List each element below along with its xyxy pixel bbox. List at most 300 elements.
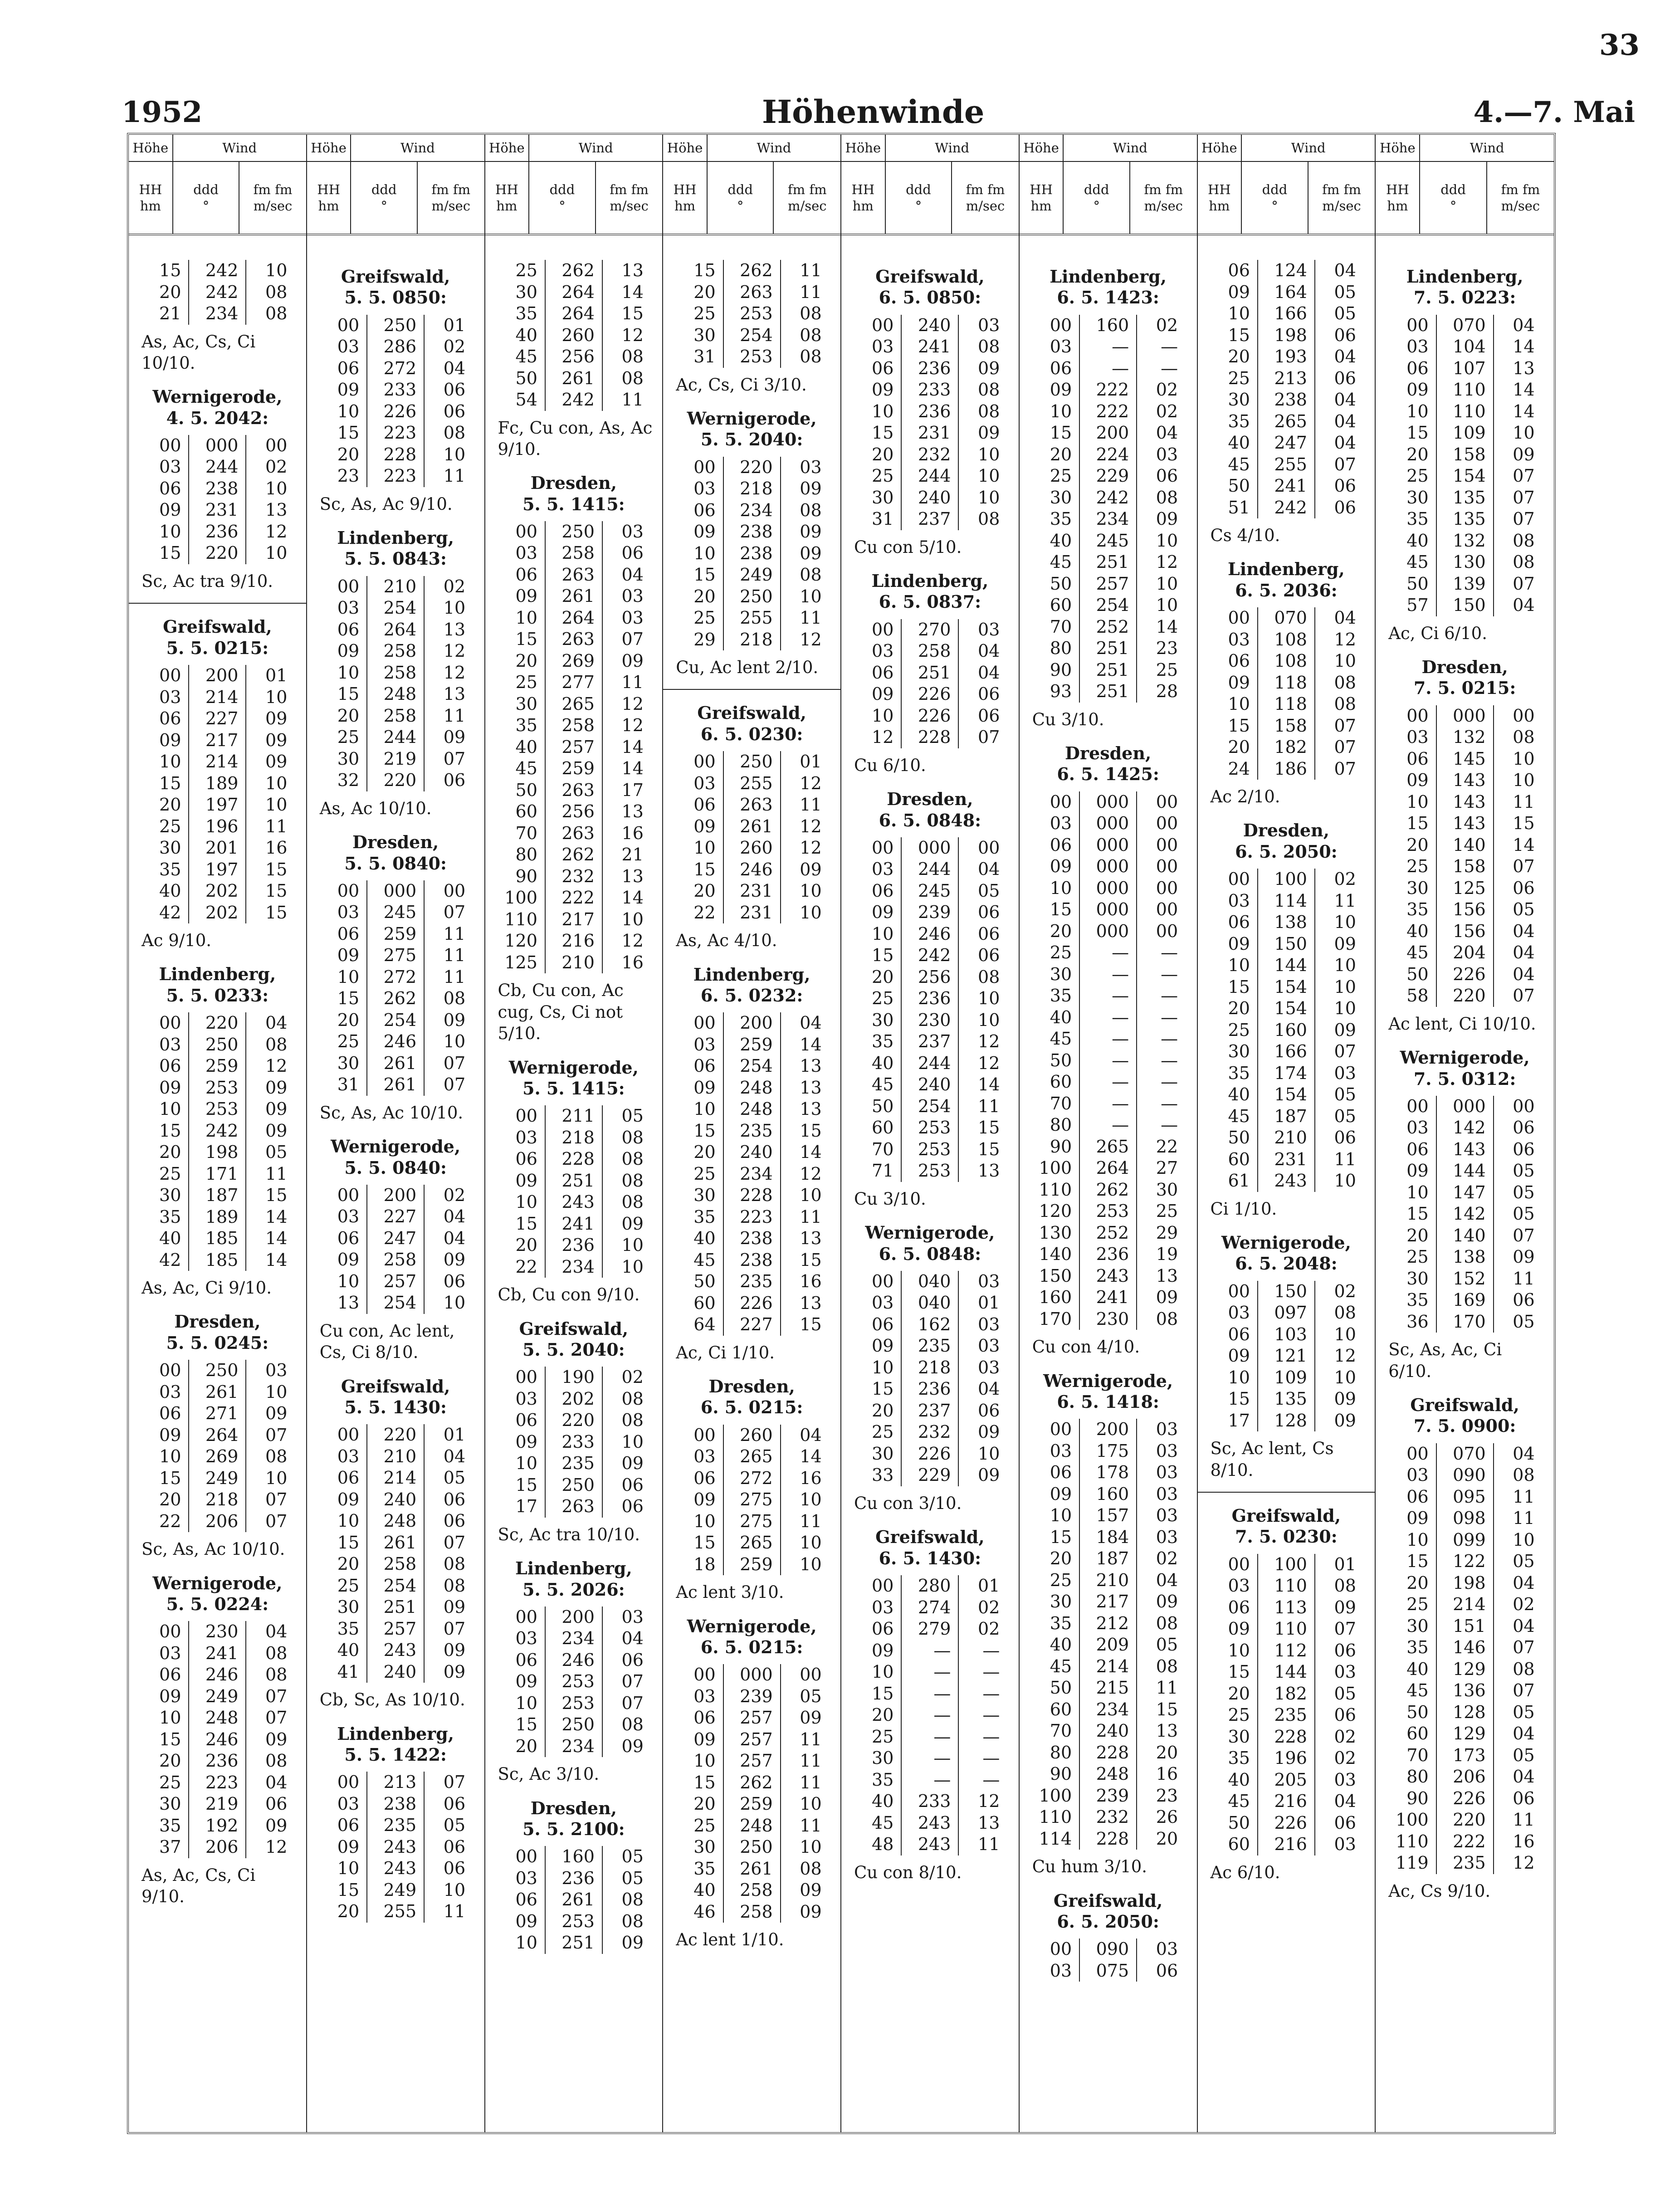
station-name: Greifswald, xyxy=(1410,1395,1519,1416)
direction-value: 000 xyxy=(918,837,951,858)
direction-value: — xyxy=(933,1705,951,1725)
direction-value: 130 xyxy=(1453,552,1486,572)
column-divider xyxy=(545,1105,546,1278)
direction-value: 222 xyxy=(1453,1831,1486,1851)
direction-value: 215 xyxy=(1096,1678,1129,1698)
height-value: 10 xyxy=(337,662,360,683)
direction-value: 244 xyxy=(918,1053,951,1073)
station-heading xyxy=(1024,1890,1192,1933)
height-value: 03 xyxy=(1406,727,1429,747)
height-value: 15 xyxy=(1406,813,1429,834)
height-value: 09 xyxy=(1228,282,1250,302)
height-value: 15 xyxy=(693,1772,716,1792)
direction-value: 075 xyxy=(1096,1960,1129,1981)
height-value: 06 xyxy=(337,358,360,378)
direction-value: 189 xyxy=(205,1206,239,1227)
speed-value: 07 xyxy=(265,1511,288,1531)
observation-time: 5. 5. 2100: xyxy=(522,1819,625,1840)
station-name: Lindenberg, xyxy=(1406,266,1523,287)
speed-value: — xyxy=(982,1705,1000,1725)
direction-value: 000 xyxy=(1096,856,1129,877)
speed-value: 07 xyxy=(1513,466,1535,486)
direction-value: 236 xyxy=(918,1379,951,1399)
height-value: 03 xyxy=(515,1868,537,1888)
column-divider xyxy=(1257,260,1258,518)
height-value: 10 xyxy=(1406,1182,1429,1202)
height-value: 30 xyxy=(159,1185,181,1206)
direction-value: 202 xyxy=(205,902,239,923)
speed-value: 14 xyxy=(265,1228,288,1249)
station-heading xyxy=(1202,1232,1371,1274)
speed-value: 08 xyxy=(621,1192,644,1212)
speed-value: 07 xyxy=(443,1053,466,1073)
height-value: 06 xyxy=(337,923,360,944)
cloud-note: As, Ac 4/10. xyxy=(676,931,777,951)
observation-time: 6. 5. 2048: xyxy=(1235,1253,1338,1274)
speed-value: 03 xyxy=(978,1271,1000,1291)
speed-value: 13 xyxy=(978,1161,1000,1181)
height-value: 45 xyxy=(1228,1791,1250,1812)
direction-value: 162 xyxy=(918,1314,951,1334)
speed-value: 08 xyxy=(978,401,1000,421)
speed-value: 04 xyxy=(1513,964,1535,984)
header-wind xyxy=(529,135,662,162)
speed-value: 09 xyxy=(621,650,644,671)
speed-value: 04 xyxy=(1334,608,1356,628)
column-divider xyxy=(366,315,367,487)
speed-value: 08 xyxy=(1513,1659,1535,1679)
direction-value: 252 xyxy=(1096,1222,1129,1243)
speed-value: 10 xyxy=(265,795,288,815)
section-divider xyxy=(663,689,840,690)
speed-value: 06 xyxy=(443,1511,466,1531)
height-value: 40 xyxy=(337,1640,360,1660)
height-value: 15 xyxy=(515,1714,537,1735)
observation-rows xyxy=(1380,1096,1549,1333)
speed-value: 02 xyxy=(443,576,466,596)
speed-value: 09 xyxy=(621,1213,644,1234)
height-value: 03 xyxy=(872,1597,894,1617)
direction-value: 261 xyxy=(205,1382,239,1402)
speed-value: 06 xyxy=(1334,1812,1356,1833)
station-name: Greifswald, xyxy=(875,266,985,287)
direction-value: 247 xyxy=(1274,433,1307,453)
height-value: 03 xyxy=(693,1686,716,1706)
speed-value: 10 xyxy=(265,260,288,280)
speed-value: 03 xyxy=(1156,1484,1178,1504)
speed-value: 07 xyxy=(1513,573,1535,594)
direction-value: 144 xyxy=(1274,1662,1307,1682)
speed-value: 04 xyxy=(1513,595,1535,615)
direction-value: 136 xyxy=(1453,1680,1486,1701)
speed-value: 04 xyxy=(1334,411,1356,431)
height-value: 10 xyxy=(159,752,181,772)
header-hh-hm xyxy=(1376,162,1420,234)
height-value: 100 xyxy=(1039,1785,1072,1806)
direction-value: 258 xyxy=(383,1554,417,1574)
direction-value: 144 xyxy=(1453,1161,1486,1181)
speed-value: 04 xyxy=(621,1628,644,1649)
speed-value: 07 xyxy=(978,727,1000,747)
header-wind xyxy=(1064,135,1196,162)
direction-value: 223 xyxy=(383,423,417,443)
height-value: 10 xyxy=(159,1708,181,1728)
direction-value: — xyxy=(933,1640,951,1660)
speed-value: 14 xyxy=(621,737,644,757)
column-divider xyxy=(424,880,425,1096)
speed-value: 08 xyxy=(1334,1303,1356,1323)
direction-value: 132 xyxy=(1453,727,1486,747)
header-label: hm xyxy=(140,198,161,214)
height-value: 10 xyxy=(872,1357,894,1377)
height-value: 25 xyxy=(337,727,360,747)
speed-value: 08 xyxy=(265,1751,288,1771)
direction-value: 248 xyxy=(205,1708,239,1728)
direction-value: 070 xyxy=(1453,1443,1486,1464)
speed-value: — xyxy=(982,1683,1000,1704)
header-label: Höhe xyxy=(489,140,525,156)
direction-value: 262 xyxy=(561,260,595,280)
column-divider xyxy=(424,315,425,487)
header-ddd xyxy=(1242,162,1308,234)
height-value: 30 xyxy=(872,1010,894,1030)
speed-value: 08 xyxy=(1156,1309,1178,1329)
observation-rows xyxy=(846,315,1014,530)
speed-value: 06 xyxy=(1334,368,1356,388)
speed-value: 02 xyxy=(1156,401,1178,421)
direction-value: 178 xyxy=(1096,1462,1129,1483)
speed-value: 16 xyxy=(621,952,644,972)
height-value: 06 xyxy=(515,1149,537,1169)
header-label: Wind xyxy=(222,140,257,156)
direction-value: 250 xyxy=(205,1360,239,1381)
speed-value: 09 xyxy=(1156,1287,1178,1308)
observation-rows xyxy=(490,1607,658,1758)
speed-value: — xyxy=(1161,1007,1178,1027)
station-name: Lindenberg, xyxy=(693,964,810,985)
column-divider xyxy=(602,1105,603,1278)
height-value: 09 xyxy=(872,380,894,400)
column-divider xyxy=(245,1621,246,1858)
speed-value: 15 xyxy=(1156,1699,1178,1719)
direction-value: 252 xyxy=(1096,616,1129,637)
direction-value: 110 xyxy=(1274,1619,1307,1639)
header-ddd xyxy=(173,162,240,234)
direction-value: 253 xyxy=(1096,1201,1129,1221)
column-divider xyxy=(1436,1096,1437,1333)
observation-time: 7. 5. 0230: xyxy=(1235,1526,1338,1547)
height-value: 06 xyxy=(337,619,360,640)
station-heading xyxy=(1380,1047,1549,1089)
station-heading xyxy=(846,571,1014,613)
direction-value: 114 xyxy=(1274,890,1307,911)
speed-value: — xyxy=(1161,942,1178,963)
header-label: Wind xyxy=(400,140,435,156)
height-value: 10 xyxy=(693,1099,716,1119)
speed-value: 06 xyxy=(443,770,466,791)
cloud-note: Cu, Ac lent 2/10. xyxy=(676,658,819,678)
height-value: 15 xyxy=(337,423,360,443)
observation-rows xyxy=(846,619,1014,748)
height-value: 120 xyxy=(1039,1201,1072,1221)
speed-value: 04 xyxy=(1513,315,1535,335)
station-name: Lindenberg, xyxy=(871,571,989,591)
direction-value: 274 xyxy=(918,1597,951,1617)
height-value: 09 xyxy=(1406,1508,1429,1528)
column-divider xyxy=(1314,869,1315,1192)
speed-value: 07 xyxy=(443,1772,466,1792)
direction-value: 142 xyxy=(1453,1204,1486,1224)
speed-value: 09 xyxy=(800,1901,822,1922)
height-value: 00 xyxy=(159,1013,181,1033)
height-value: 06 xyxy=(337,1815,360,1836)
column-divider xyxy=(1257,1281,1258,1432)
height-value: 15 xyxy=(1228,325,1250,345)
station-name: Wernigerode, xyxy=(152,386,283,407)
height-value: 15 xyxy=(159,1468,181,1488)
direction-value: 184 xyxy=(1096,1527,1129,1547)
height-value: 35 xyxy=(1406,899,1429,920)
speed-value: 08 xyxy=(621,1911,644,1931)
height-value: 17 xyxy=(515,1496,537,1517)
height-value: 25 xyxy=(1406,1594,1429,1615)
height-value: 48 xyxy=(872,1834,894,1855)
direction-value: 100 xyxy=(1274,869,1307,889)
speed-value: — xyxy=(982,1769,1000,1790)
direction-value: 110 xyxy=(1453,401,1486,421)
height-value: 25 xyxy=(159,816,181,836)
direction-value: 261 xyxy=(740,816,773,836)
height-value: 31 xyxy=(693,347,716,366)
speed-value: 07 xyxy=(1513,487,1535,508)
speed-value: 05 xyxy=(1334,1106,1356,1126)
speed-value: 10 xyxy=(1334,1324,1356,1344)
height-value: 10 xyxy=(515,1933,537,1953)
speed-value: 15 xyxy=(265,902,288,923)
height-value: 06 xyxy=(693,1056,716,1076)
speed-value: 04 xyxy=(443,1446,466,1466)
direction-value: 143 xyxy=(1453,791,1486,812)
direction-value: 212 xyxy=(1096,1613,1129,1633)
observation-time: 7. 5. 0223: xyxy=(1413,287,1516,308)
direction-value: 152 xyxy=(1453,1268,1486,1289)
height-value: 21 xyxy=(159,303,181,323)
direction-value: 216 xyxy=(561,931,595,951)
height-value: 06 xyxy=(515,564,537,585)
direction-value: 000 xyxy=(1453,1096,1486,1116)
column-divider xyxy=(1079,1939,1080,1982)
height-value: 06 xyxy=(515,1890,537,1910)
height-value: 10 xyxy=(1228,303,1250,323)
direction-value: 206 xyxy=(205,1511,239,1531)
observation-time: 5. 5. 1415: xyxy=(522,1078,625,1099)
direction-value: 226 xyxy=(1453,964,1486,984)
height-value: 10 xyxy=(872,401,894,421)
direction-value: 234 xyxy=(1096,1699,1129,1719)
direction-value: — xyxy=(1112,986,1129,1006)
height-value: 20 xyxy=(515,650,537,671)
header-label: hm xyxy=(674,198,696,214)
height-value: 25 xyxy=(159,1772,181,1792)
height-value: 03 xyxy=(159,1643,181,1663)
observation-rows xyxy=(1024,1939,1192,1982)
direction-value: 259 xyxy=(205,1056,239,1076)
height-value: 40 xyxy=(1050,1635,1072,1655)
direction-value: 246 xyxy=(561,1650,595,1670)
header-label: Höhe xyxy=(667,140,703,156)
speed-value: 05 xyxy=(1334,303,1356,323)
direction-value: 220 xyxy=(561,1410,595,1431)
header-hoehe xyxy=(129,135,173,162)
direction-value: 223 xyxy=(383,466,417,486)
speed-value: 07 xyxy=(1513,509,1535,529)
height-value: 10 xyxy=(1228,1367,1250,1387)
height-value: 60 xyxy=(872,1118,894,1138)
direction-value: 263 xyxy=(561,564,595,585)
direction-value: 263 xyxy=(740,795,773,815)
column-divider xyxy=(245,435,246,564)
height-value: 15 xyxy=(1228,1389,1250,1409)
direction-value: 243 xyxy=(918,1834,951,1855)
height-value: 35 xyxy=(159,1815,181,1836)
header-label: Wind xyxy=(1291,140,1326,156)
height-value: 03 xyxy=(515,1628,537,1649)
speed-value: 09 xyxy=(265,1815,288,1836)
height-value: 30 xyxy=(515,282,537,302)
direction-value: 250 xyxy=(740,586,773,606)
direction-value: 158 xyxy=(1274,715,1307,736)
direction-value: 248 xyxy=(383,684,417,704)
height-value: 03 xyxy=(1050,337,1072,357)
direction-value: 226 xyxy=(918,705,951,726)
direction-value: 222 xyxy=(561,888,595,908)
direction-value: 226 xyxy=(918,1443,951,1464)
column-divider xyxy=(780,1664,781,1923)
height-value: 25 xyxy=(1406,466,1429,486)
speed-value: 10 xyxy=(1513,748,1535,769)
direction-value: 220 xyxy=(1453,986,1486,1006)
speed-value: 00 xyxy=(265,435,288,455)
observation-rows xyxy=(1202,1554,1371,1856)
header-label: Höhe xyxy=(845,140,881,156)
station-heading xyxy=(312,1724,480,1766)
speed-value: 07 xyxy=(443,1618,466,1639)
station-name: Lindenberg, xyxy=(1228,559,1345,580)
direction-value: 270 xyxy=(918,619,951,640)
height-value: 10 xyxy=(872,1662,894,1682)
speed-value: 09 xyxy=(978,1465,1000,1485)
station-heading xyxy=(1024,1371,1192,1413)
direction-value: 200 xyxy=(1096,1419,1129,1440)
direction-value: 234 xyxy=(740,500,773,520)
speed-value: 08 xyxy=(1334,694,1356,714)
speed-value: 07 xyxy=(621,1671,644,1692)
direction-value: 250 xyxy=(561,521,595,542)
height-value: 30 xyxy=(693,1185,716,1206)
height-value: 25 xyxy=(1228,1705,1250,1725)
observation-time: 5. 5. 0224: xyxy=(166,1593,269,1614)
direction-value: 000 xyxy=(205,435,239,455)
speed-value: 06 xyxy=(1513,1139,1535,1159)
speed-value: 09 xyxy=(1334,1389,1356,1409)
speed-value: 28 xyxy=(1156,681,1178,702)
direction-value: 236 xyxy=(205,521,239,542)
direction-value: 264 xyxy=(561,607,595,628)
direction-value: 171 xyxy=(205,1163,239,1184)
height-value: 30 xyxy=(1406,1268,1429,1289)
direction-value: 110 xyxy=(1274,1576,1307,1596)
height-value: 09 xyxy=(337,1836,360,1857)
observation-time: 6. 5. 2050: xyxy=(1057,1911,1159,1932)
speed-value: 10 xyxy=(1156,530,1178,551)
speed-value: 06 xyxy=(443,1271,466,1291)
direction-value: 222 xyxy=(1096,401,1129,421)
direction-value: 219 xyxy=(205,1794,239,1814)
height-value: 58 xyxy=(1406,986,1429,1006)
direction-value: 135 xyxy=(1453,509,1486,529)
height-value: 35 xyxy=(515,303,537,323)
observation-rows xyxy=(490,1105,658,1278)
header-fmfm xyxy=(1130,162,1197,234)
table-column xyxy=(485,135,664,2132)
direction-value: 228 xyxy=(561,1149,595,1169)
speed-value: 14 xyxy=(621,282,644,302)
direction-value: 000 xyxy=(1096,813,1129,834)
height-value: 45 xyxy=(872,1074,894,1095)
station-name: Greifswald, xyxy=(875,1527,985,1548)
column-divider xyxy=(602,260,603,411)
speed-value: 01 xyxy=(1334,1554,1356,1574)
speed-value: 10 xyxy=(1334,651,1356,671)
height-value: 50 xyxy=(1406,964,1429,984)
height-value: 60 xyxy=(1228,1149,1250,1169)
direction-value: 228 xyxy=(1096,1742,1129,1763)
direction-value: 231 xyxy=(740,902,773,923)
direction-value: 173 xyxy=(1453,1745,1486,1765)
station-name: Wernigerode, xyxy=(508,1057,639,1078)
observation-rows xyxy=(312,315,480,487)
speed-value: 11 xyxy=(800,1206,822,1227)
direction-value: 142 xyxy=(1453,1118,1486,1138)
direction-value: 234 xyxy=(205,303,239,323)
speed-value: 06 xyxy=(1334,1640,1356,1660)
height-value: 30 xyxy=(1406,878,1429,898)
header-label: Wind xyxy=(935,140,970,156)
speed-value: 09 xyxy=(443,1640,466,1660)
height-value: 30 xyxy=(872,1443,894,1464)
speed-value: 05 xyxy=(1334,282,1356,302)
observation-time: 6. 5. 0837: xyxy=(879,591,981,612)
direction-value: 210 xyxy=(383,576,417,596)
speed-value: 14 xyxy=(265,1206,288,1227)
observation-rows xyxy=(133,1012,302,1271)
speed-value: 09 xyxy=(1334,933,1356,954)
speed-value: 11 xyxy=(800,260,822,280)
direction-value: 260 xyxy=(740,1425,773,1445)
speed-value: — xyxy=(1161,337,1178,357)
height-value: 50 xyxy=(693,1271,716,1292)
column-divider xyxy=(1436,705,1437,1007)
direction-value: 138 xyxy=(1453,1247,1486,1267)
station-name: Wernigerode, xyxy=(1400,1047,1530,1068)
header-label: fm fm xyxy=(1144,181,1183,197)
station-heading xyxy=(312,1136,480,1178)
direction-value: 097 xyxy=(1274,1303,1307,1323)
header-label: ° xyxy=(915,198,922,214)
height-value: 10 xyxy=(515,1693,537,1713)
observation-time: 6. 5. 0215: xyxy=(700,1637,803,1658)
direction-value: 217 xyxy=(1096,1592,1129,1612)
